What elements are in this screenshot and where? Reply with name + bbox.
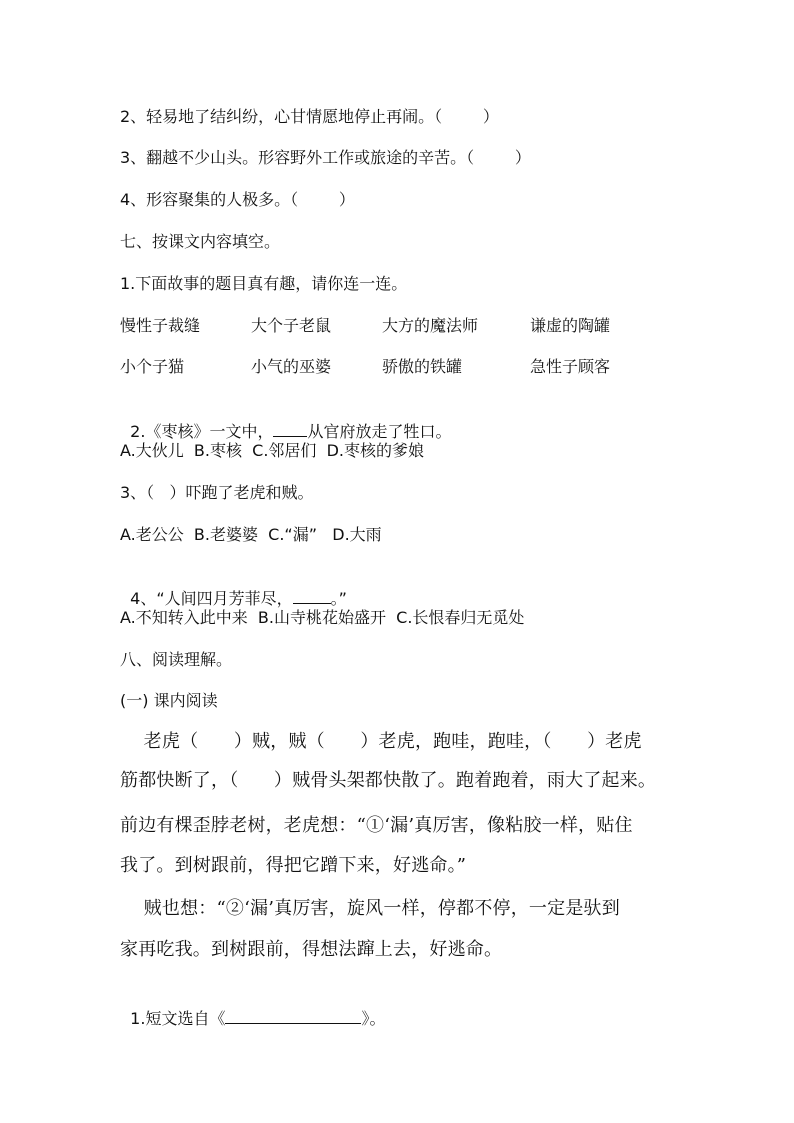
passage-line: 我了。到树跟前，得把它蹭下来，好逃命。” [120,855,467,876]
q4-suffix: 。” [330,589,347,608]
match-item: 大个子老鼠 [251,316,332,335]
match-item: 小气的巫婆 [251,357,332,376]
section7-q2 [120,398,451,443]
q2-suffix: 从官府放走了牲口。 [307,422,452,441]
match-item: 大方的魔法师 [382,316,479,335]
match-row-1 [120,315,700,339]
q6-item-2: 2、轻易地了结纠纷，心甘情愿地停止再闹。（ ） [120,107,499,126]
match-item: 谦虚的陶罐 [530,316,611,335]
q1-prefix: 1.短文选自《 [130,1009,226,1028]
section8-sub1: (一) 课内阅读 [120,691,218,710]
section7-heading: 七、按课文内容填空。 [120,232,281,251]
section7-q1: 1.下面故事的题目真有趣，请你连一连。 [120,274,408,293]
q4-prefix: 4、“人间四月芳菲尽， [130,589,293,608]
section7-q3: 3、（ ）吓跑了老虎和贼。 [120,483,314,502]
match-item: 慢性子裁缝 [120,316,201,335]
section7-q3-options: A.老公公 B.老婆婆 C.“漏” D.大雨 [120,525,382,544]
q6-item-3: 3、翻越不少山头。形容野外工作或旅途的辛苦。（ ） [120,148,531,167]
section7-q2-options: A.大伙儿 B.枣核 C.邻居们 D.枣核的爹娘 [120,441,424,460]
section7-q4 [120,565,347,610]
match-item: 骄傲的铁罐 [382,357,463,376]
q1-suffix: 》。 [361,1009,386,1028]
match-item: 急性子顾客 [530,357,611,376]
passage-line: 筋都快断了，（ ）贼骨头架都快散了。跑着跑着，雨大了起来。 [120,770,657,791]
passage-line: 家再吃我。到树跟前，得想法蹿上去，好逃命。 [120,939,503,960]
match-row-2 [120,356,700,380]
passage-line: 前边有棵歪脖老树，老虎想：“①‘漏’真厉害，像粘胶一样，贴住 [120,815,633,836]
q2-blank[interactable] [273,420,307,437]
section8-heading: 八、阅读理解。 [120,650,233,669]
section8-q1 [120,985,385,1030]
passage-line: 老虎（ ）贼，贼（ ）老虎，跑哇，跑哇，（ ）老虎 [120,731,642,752]
q1-blank[interactable] [225,1007,361,1024]
passage-line: 贼也想：“②‘漏’真厉害，旋风一样，停都不停，一定是驮到 [120,898,620,919]
match-item: 小个子猫 [120,357,185,376]
q4-blank[interactable] [293,587,331,604]
section7-q4-options: A.不知转入此中来 B.山寺桃花始盛开 C.长恨春归无觅处 [120,608,525,627]
q2-prefix: 2.《枣核》一文中， [130,422,274,441]
q6-item-4: 4、形容聚集的人极多。（ ） [120,190,355,209]
